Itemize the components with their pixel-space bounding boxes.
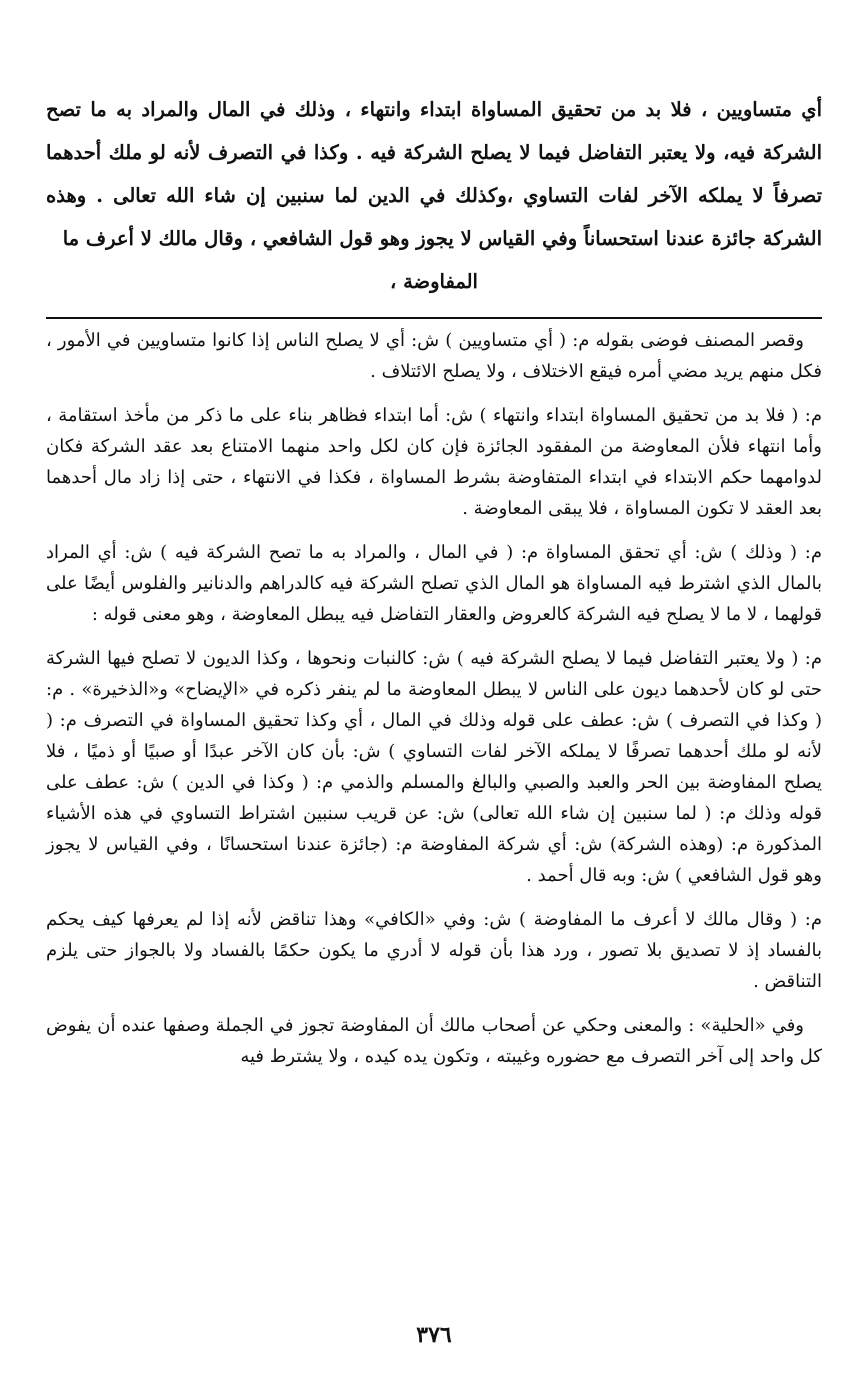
main-text-body: أي متساويين ، فلا بد من تحقيق المساواة ابتداء وانتهاء ، وذلك في المال والمراد به ما تصح الشركة فيه، ولا يعتبر التفاضل فيما لا يصلح الشركة فيه . وكذا في التصرف لأنه لو ملك أحدهما تصرفاً لا يملكه الآخر لفات التساوي ،وكذلك في الدين لما سنبين إن شاء الله تعالى . وهذه الشركة جائزة عندنا استحساناً وفي القياس لا يجوز وهو قول الشافعي ، وقال مالك لا أعرف ما	[46, 98, 822, 250]
commentary-paragraph: وقصر المصنف فوضى بقوله م: ( أي متساويين ) ش: أي لا يصلح الناس إذا كانوا متساويين في الأمور ، فكل منهم يريد مضي أمره فيقع الاختلاف ، ولا يصلح الائتلاف .	[46, 330, 822, 382]
main-text-block	[46, 88, 822, 303]
separator-rule	[46, 317, 822, 319]
commentary-paragraph: م: ( وذلك ) ش: أي تحقق المساواة م: ( في المال ، والمراد به ما تصح الشركة فيه ) ش: أي المراد بالمال الذي اشترط فيه المساواة هو المال الذي تصلح الشركة فيه كالدراهم والدنانير والفلوس أيضًا على قولهما ، لا ما لا يصلح فيه الشركة كالعروض والعقار التفاضل فيه يبطل المعاوضة ، وهو معنى قوله :	[46, 542, 823, 625]
commentary-paragraph: م: ( ولا يعتبر التفاضل فيما لا يصلح الشركة فيه ) ش: كالنبات ونحوها ، وكذا الديون لا تصلح فيها الشركة حتى لو كان لأحدهما ديون على الناس لا يبطل المعاوضة ما لم ينفر ذكره في «الإيضاح» و«الذخيرة» . م: ( وكذا في التصرف ) ش: عطف على قوله وذلك في المال ، أي وكذا تحقيق المساواة في التصرف م: ( لأنه لو ملك أحدهما تصرفًا لا يملكه الآخر لفات التساوي ) ش: بأن كان الآخر عبدًا أو صبيًا أو ذميًا ، فلا يصلح المفاوضة بين الحر والعبد والصبي والبالغ والمسلم والذمي م: ( وكذا في الدين ) ش: عطف على قوله وذلك م: ( لما سنبين إن شاء الله تعالى) ش: عن قريب سنبين اشتراط التساوي في هذه الأشياء المذكورة م: (وهذه الشركة) ش: أي شركة المفاوضة م: (جائزة عندنا استحسانًا ، وفي القياس لا يجوز وهو قول الشافعي ) ش: وبه قال أحمد .	[46, 648, 822, 886]
commentary-paragraph: وفي «الحلية» : والمعنى وحكي عن أصحاب مالك أن المفاوضة تجوز في الجملة وصفها عنده أن يفوض كل واحد إلى آخر التصرف مع حضوره وغيبته ، وتكون يده كيده ، ولا يشترط فيه	[46, 1015, 822, 1067]
main-text-last-line: المفاوضة ،	[390, 270, 478, 293]
commentary-block	[46, 325, 822, 1085]
commentary-paragraph: م: ( فلا بد من تحقيق المساواة ابتداء وانتهاء ) ش: أما ابتداء فظاهر بناء على ما ذكر من مأخذ استقامة ، وأما انتهاء فلأن المعاوضة من المفقود الجائزة فإن كان لكل واحد منهما الامتناع بعد عقد الشركة فكان لدوامهما حكم الابتداء في ابتداء المتفاوضة بشرط المساواة ، فكذا في الانتهاء ، حتى إذا زاد مال أحدهما بعد العقد لا تكون المساواة ، فلا يبقى المعاوضة .	[46, 405, 822, 519]
commentary-paragraph: م: ( وقال مالك لا أعرف ما المفاوضة ) ش: وفي «الكافي» وهذا تناقض لأنه إذا لم يعرفها كيف يحكم بالفساد إذ لا تصديق بلا تصور ، ورد هذا بأن قوله لا أدري ما يكون حكمًا بالفساد ولا بالجواز حتى يلزم التناقض .	[46, 909, 822, 992]
page-number: ٣٧٦	[416, 1322, 452, 1348]
